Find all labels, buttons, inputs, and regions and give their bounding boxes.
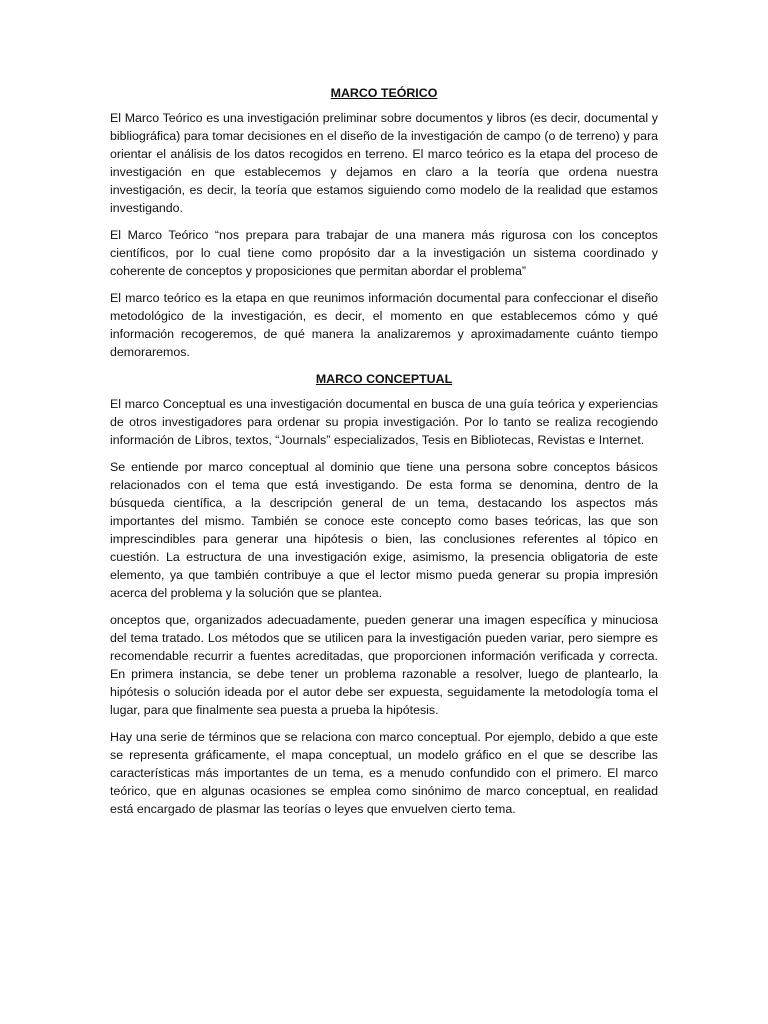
paragraph: El Marco Teórico es una investigación preliminar sobre documentos y libros (es decir, documental y bibliográfica) para tomar decisiones en el diseño de la investigación de campo (o de terreno) y para orientar el análisis de los datos recogidos en terreno. El marco teórico es la etapa del proceso de investigación en que establecemos y dejamos en claro a la teoría que ordena nuestra investigación, es decir, la teoría que estamos siguiendo como modelo de la realidad que estamos investigando. <box>110 111 658 215</box>
paragraph: El marco teórico es la etapa en que reunimos información documental para confeccionar el diseño metodológico de la investigación, es decir, el momento en que establecemos cómo y qué información recogeremos, de qué manera la analizaremos y aproximadamente cuánto tiempo demoraremos. <box>110 291 658 359</box>
paragraph: El Marco Teórico “nos prepara para trabajar de una manera más rigurosa con los conceptos científicos, por lo cual tiene como propósito dar a la investigación un sistema coordinado y coherente de conceptos y proposiciones que permitan abordar el problema” <box>110 228 658 278</box>
section-title-marco-conceptual: MARCO CONCEPTUAL <box>315 372 453 386</box>
paragraph: Se entiende por marco conceptual al dominio que tiene una persona sobre conceptos básicos relacionados con el tema que está investigando. De esta forma se denomina, dentro de la búsqueda científica, a la descripción general de un tema, destacando los aspectos más importantes del mismo. También se conoce este concepto como bases teóricas, las que son imprescindibles para generar una hipótesis o bien, las conclusiones referentes al tópico en cuestión. La estructura de una investigación exige, asimismo, la presencia obligatoria de este elemento, ya que también contribuye a que el lector mismo pueda generar su propia impresión acerca del problema y la solución que se plantea. <box>110 460 658 600</box>
document-body <box>110 84 658 827</box>
section-title-marco-teorico: MARCO TEÓRICO <box>330 86 438 100</box>
paragraph: Hay una serie de términos que se relaciona con marco conceptual. Por ejemplo, debido a que este se representa gráficamente, el mapa conceptual, un modelo gráfico en el que se describe las características más importantes de un tema, es a menudo confundido con el primero. El marco teórico, que en algunas ocasiones se emplea como sinónimo de marco conceptual, en realidad está encargado de plasmar las teorías o leyes que envuelven cierto tema. <box>110 730 658 816</box>
paragraph: onceptos que, organizados adecuadamente, pueden generar una imagen específica y minuciosa del tema tratado. Los métodos que se utilicen para la investigación pueden variar, pero siempre es recomendable recurrir a fuentes acreditadas, que proporcionen información verificada y correcta. En primera instancia, se debe tener un problema razonable a resolver, luego de plantearlo, la hipótesis o solución ideada por el autor debe ser expuesta, seguidamente la metodología toma el lugar, para que finalmente sea puesta a prueba la hipótesis. <box>110 613 658 717</box>
paragraph: El marco Conceptual es una investigación documental en busca de una guía teórica y experiencias de otros investigadores para ordenar su propia investigación. Por lo tanto se realiza recogiendo información de Libros, textos, “Journals” especializados, Tesis en Bibliotecas, Revistas e Internet. <box>110 397 658 447</box>
